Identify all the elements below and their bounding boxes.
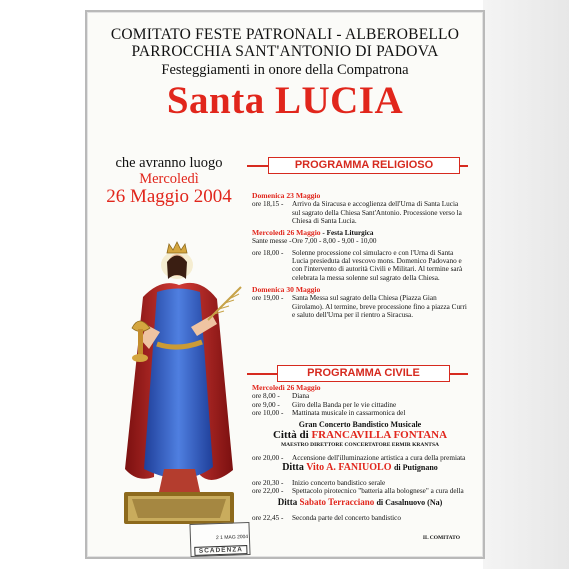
program-text: Mattinata musicale in cassarmonica del [292,408,406,417]
saint-lucia-statue [109,237,249,537]
program-date: Mercoledì 26 Maggio [252,228,321,238]
header-subtitle: Festeggiamenti in onore della Compatrona [161,62,409,78]
program-time: Sante messe - [252,237,292,245]
stamp-date: 2 1 MAG 2004 [215,534,249,542]
religious-program [252,192,468,319]
program-date: Mercoledì 26 Maggio [252,383,321,392]
city-prefix: Città di [272,429,309,442]
company-name: Sabato Terracciano [299,496,375,507]
scan-edge [483,0,569,569]
program-item [252,200,468,225]
company-town: di Casalnuovo (Na) [376,497,443,507]
banner-rule [450,373,468,375]
company-town: di Putignano [393,463,438,473]
program-text: Arrivo da Siracusa e accoglienza dell'Urna di Santa Lucia sul sagrato della Chiesa Sant'Antonio. Processione verso la Chiesa di Santa Lucia. [292,200,462,225]
program-text: Ore 7,00 - 8,00 - 9,00 - 10,00 [292,237,377,246]
program-date: Domenica 23 Maggio [252,191,321,200]
religious-program-banner: PROGRAMMA RELIGIOSO [268,157,460,174]
program-item [252,409,468,417]
program-time: ore 19,00 - [252,294,283,302]
program-text: Inizio concerto bandistico serale [292,479,386,488]
header-parish: PARROCCHIA SANT'ANTONIO DI PADOVA [131,43,439,60]
intro-weekday: Mercoledì [139,171,199,187]
company-prefix: Ditta [282,462,304,474]
stamp-label: SCADENZA [194,545,247,556]
poster-title: Santa LUCIA [166,79,404,122]
company-prefix: Ditta [277,496,298,507]
intro-block [101,155,237,208]
civil-program [252,384,468,522]
program-text: Solenne processione col simulacro e con l'Urna di Santa Lucia presieduta dal vescovo mons. Domenico Padovano e con l'intervento di autorità Civili e Militari. Al termine sarà celebrata la messa solenne sul sagrato della Chiesa. [292,248,463,282]
program-item [252,514,468,522]
program-item [252,294,468,319]
program-text: Giro della Banda per le vie cittadine [292,400,397,409]
program-item [252,237,468,245]
program-time: ore 22,00 - [252,487,283,495]
company-name: Vito A. FANIUOLO [306,462,392,474]
fireworks-company [252,496,468,509]
program-item [252,454,468,462]
program-item [252,487,468,495]
program-time: ore 10,00 - [252,409,283,417]
program-item [252,392,468,400]
statue-feet [159,469,200,492]
program-text: Spettacolo pirotecnico "batteria alla bolognese" a cura della [292,487,464,496]
program-date: Domenica 30 Maggio [252,284,321,294]
crown-icon [167,242,187,253]
program-text: Santa Messa sul sagrato della Chiesa (Piazza Gian Girolamo). Al termine, breve processione fino a piazza Curri e saluto dell'Urna per il rientro a Siracusa. [292,294,467,319]
city-name: FRANCAVILLA FONTANA [311,429,448,442]
program-item [252,479,468,487]
program-time: ore 20,00 - [252,454,283,462]
banner-rule [460,165,468,167]
program-date-line [252,229,468,237]
signature: IL COMITATO [422,535,460,541]
poster [85,10,485,559]
concert-band [252,429,468,441]
program-time: ore 9,00 - [252,401,280,409]
banner-rule [247,373,277,375]
intro-line: che avranno luogo [115,155,223,171]
program-text: Seconda parte del concerto bandistico [292,513,401,522]
concert-title: Gran Concerto Bandistico Musicale [298,420,422,430]
civil-program-banner: PROGRAMMA CIVILE [277,365,450,382]
program-time: ore 18,15 - [252,200,283,208]
program-item [252,401,468,409]
program-text: Diana [292,392,310,401]
header-committee: COMITATO FESTE PATRONALI - ALBEROBELLO [110,26,460,43]
program-time: ore 18,00 - [252,249,283,257]
program-date-suffix: - Festa Liturgica [320,229,374,238]
program-text: Accensione dell'illuminazione artistica a cura della premiata [292,453,466,462]
lighting-company [252,462,468,474]
program-time: ore 22,45 - [252,514,283,522]
program-time: ore 20,30 - [252,479,283,487]
program-item [252,249,468,282]
banner-rule [247,165,268,167]
concert-director: MAESTRO DIRETTORE CONCERTATORE ERMIR KRANTSA [280,442,439,449]
intro-date: 26 Maggio 2004 [106,186,232,207]
program-time: ore 8,00 - [252,392,280,400]
date-stamp [189,522,250,557]
